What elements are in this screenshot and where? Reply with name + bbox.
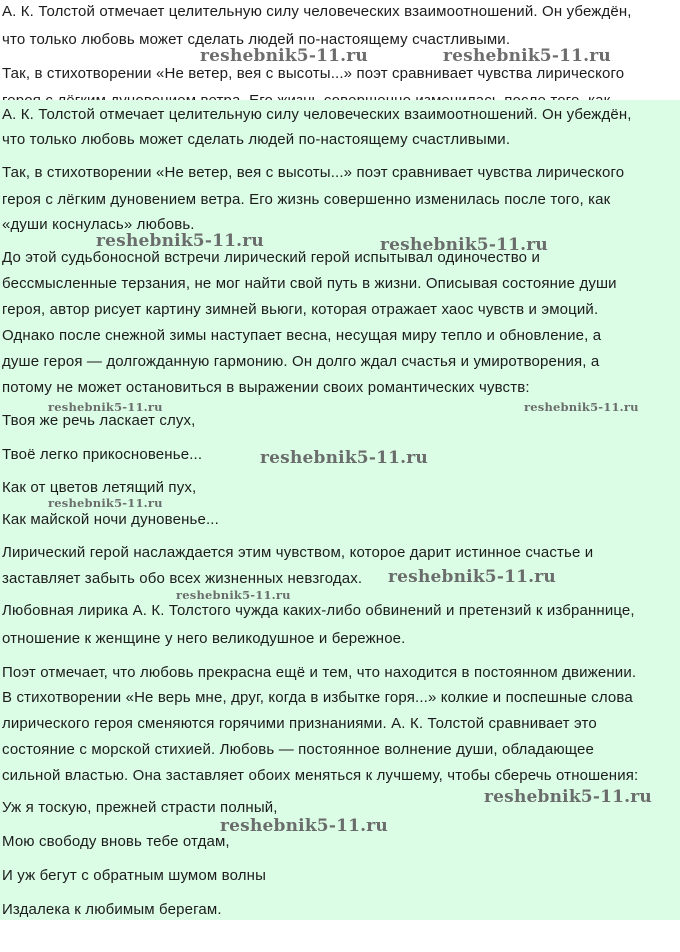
text-line: «души коснулась» любовь. (2, 216, 195, 233)
text-line: Лирический герой наслаждается этим чувством, которое дарит истинное счастье и (2, 544, 594, 561)
watermark: reshebnik5-11.ru (443, 46, 611, 66)
poem-line: Твоё легко прикосновенье... (2, 446, 203, 463)
text-line: Однако после снежной зимы наступает весна, несущая миру тепло и обновление, а (2, 327, 602, 344)
article-text (0, 100, 680, 920)
text-line: героя с лёгким дуновением ветра. Его жизнь совершенно изменилась после того, как (2, 191, 611, 208)
text-line: В стихотворении «Не верь мне, друг, когда в избытке горя...» колкие и поспешные слова (2, 689, 633, 706)
poem-line: Как от цветов летящий пух, (2, 479, 197, 496)
text-line: сильной властью. Она заставляет обоих меняться к лучшему, чтобы сберечь отношения: (2, 767, 639, 784)
text-line: потому не может остановиться в выражении своих романтических чувств: (2, 379, 530, 396)
text-line: Так, в стихотворении «Не ветер, вея с высоты...» поэт сравнивает чувства лирического (2, 164, 625, 181)
watermark: reshebnik5-11.ru (220, 816, 388, 836)
previous-page-fragment (0, 0, 680, 100)
text-line: До этой судьбоносной встречи лирический герой испытывал одиночество и (2, 249, 540, 266)
text-line: А. К. Толстой отмечает целительную силу человеческих взаимоотношений. Он убеждён, (2, 106, 632, 123)
watermark: reshebnik5-11.ru (200, 46, 368, 66)
text-line: бессмысленные терзания, не мог найти свой путь в жизни. Описывая состояние души (2, 275, 617, 292)
text-line: что только любовь может сделать людей по-настоящему счастливыми. (2, 131, 511, 148)
text-line: отношение к женщине у него великодушное и бережное. (2, 630, 406, 647)
text-line: что только любовь может сделать людей по-настоящему счастливыми. (2, 31, 511, 48)
watermark: reshebnik5-11.ru (96, 231, 264, 251)
watermark: reshebnik5-11.ru (176, 588, 291, 602)
watermark: reshebnik5-11.ru (388, 567, 556, 587)
text-line: А. К. Толстой отмечает целительную силу человеческих взаимоотношений. Он убеждён, (2, 3, 632, 20)
poem-line: Мою свободу вновь тебе отдам, (2, 833, 230, 850)
poem-line: И уж бегут с обратным шумом волны (2, 867, 267, 884)
watermark: reshebnik5-11.ru (48, 400, 163, 414)
text-line: Поэт отмечает, что любовь прекрасна ещё и тем, что находится в постоянном движении. (2, 664, 637, 681)
text-line: душе героя — долгожданную гармонию. Он долго ждал счастья и умиротворения, а (2, 353, 600, 370)
text-line: Так, в стихотворении «Не ветер, вея с высоты...» поэт сравнивает чувства лирического (2, 65, 625, 82)
text-line: заставляет забыть обо всех жизненных невзгодах. (2, 570, 363, 587)
watermark: reshebnik5-11.ru (48, 496, 163, 510)
watermark: reshebnik5-11.ru (524, 400, 639, 414)
poem-line: Твоя же речь ласкает слух, (2, 412, 196, 429)
poem-line: Издалека к любимым берегам. (2, 901, 222, 918)
watermark: reshebnik5-11.ru (260, 448, 428, 468)
text-line: лирического героя сменяются горячими признаниями. А. К. Толстой сравнивает это (2, 715, 597, 732)
watermark: reshebnik5-11.ru (380, 235, 548, 255)
text-line: героя, автор рисует картину зимней вьюги, которая отражает хаос чувств и эмоций. (2, 301, 599, 318)
poem-line: Уж я тоскую, прежней страсти полный, (2, 799, 278, 816)
poem-line: Как майской ночи дуновенье... (2, 511, 219, 528)
text-line: Любовная лирика А. К. Толстого чужда каких-либо обвинений и претензий к избраннице, (2, 602, 635, 619)
text-line: состояние с морской стихией. Любовь — постоянное волнение души, обладающее (2, 741, 595, 758)
watermark: reshebnik5-11.ru (484, 787, 652, 807)
